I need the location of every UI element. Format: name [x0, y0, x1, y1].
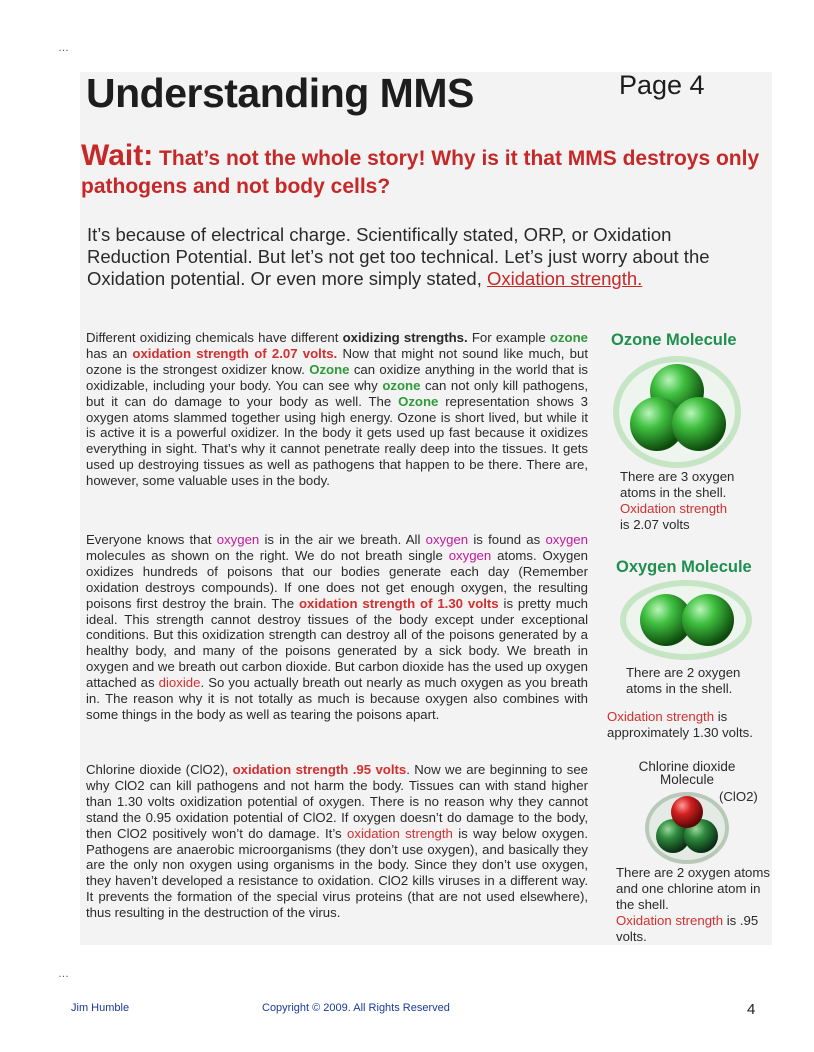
wait-lead: Wait:	[81, 139, 154, 172]
wait-heading	[81, 139, 771, 201]
oxygen-molecule-title: Oxygen Molecule	[616, 558, 752, 576]
clo2-formula: (ClO2)	[719, 789, 758, 804]
p1-text: can not only kill pathogens, but it can do damage to your body as well. The	[86, 377, 588, 409]
intro-text: It’s because of electrical charge. Scientifically stated, ORP, or Oxidation Reduction Potential. But let’s not get too technical. Let’s just worry about the Oxidation potential. Or even more simply stated,	[87, 224, 710, 289]
ozone-caption-red: Oxidation strength	[620, 501, 728, 516]
intro-link: Oxidation strength.	[487, 268, 643, 289]
p2-text: molecules as shown on the right. We do not breath single	[86, 547, 449, 563]
p2-text: is found as	[468, 532, 546, 547]
p1-text: representation shows 3 oxygen atoms slammed together using high energy. Ozone is short lived, but while it is active it is a powerful oxidizer. In the body it gets used up fast because it oxidizes everything in sight. That’s why it cannot penetrate really deep into the tissues. It gets used up destroying tissues as well as pathogens that happen to be there. There are, however, some valuable uses in the body.	[86, 393, 588, 489]
p2-text: Everyone knows that	[86, 532, 217, 547]
p3-text: . Now we are beginning to see why ClO2 can kill pathogens and not harm the body. Tissues can with stand higher than 1.30 volts oxidization potential of oxygen. There is no reason why they cannot stand the 0.95 oxidation potential of ClO2. If oxygen doesn’t do damage to the body, then ClO2 positively won’t do damage. It’s	[86, 762, 589, 841]
p2-oxygen-term: oxygen	[425, 532, 469, 547]
p3-text: is way below oxygen. Pathogens are anaerobic microorganisms (they don’t use oxygen), and basically they are the only non oxygen using organisms in the body. Since they don’t use oxygen, they haven’t developed a resistance to oxidation. ClO2 kills viruses in a different way. It prevents the formation of the special virus proteins (that are not used elsewhere), thus resulting in the destruction of the virus.	[86, 825, 588, 921]
p2-oxygen-term: oxygen	[216, 532, 260, 547]
p1-text: Different oxidizing chemicals have different	[86, 330, 343, 345]
footer-page-number: 4	[747, 1001, 756, 1018]
p2-text: is in the air we breath. All	[259, 532, 426, 547]
ellipsis-top: …	[58, 42, 70, 54]
p2-oxygen-term: oxygen	[545, 532, 588, 547]
clo2-molecule-icon	[643, 788, 731, 864]
oxygen-molecule-icon	[619, 580, 755, 660]
footer-author: Jim Humble	[71, 1002, 130, 1014]
p2-oxygen-term: oxygen	[448, 547, 492, 563]
page-label: Page 4	[619, 70, 705, 100]
ozone-caption-value: is 2.07 volts	[620, 517, 690, 532]
oxygen-caption: There are 2 oxygen atoms in the shell.	[626, 665, 741, 696]
p1-text: can oxidize anything in the world that is oxidizable, including your body. You can see why	[86, 361, 588, 393]
ellipsis-bottom: …	[58, 968, 70, 980]
page-title: Understanding MMS	[86, 70, 474, 116]
clo2-caption-text: There are 2 oxygen atoms and one chlorine atom in the shell.	[616, 865, 770, 912]
p1-bold: oxidizing strengths.	[342, 330, 468, 345]
intro-paragraph	[87, 224, 747, 290]
ozone-molecule-icon	[612, 356, 742, 468]
p3-text: Chlorine dioxide (ClO2),	[86, 762, 233, 777]
p2-red-term: dioxide	[158, 675, 201, 691]
p1-text: Now that might not sound like much, but ozone is the strongest oxidizer know.	[86, 345, 588, 377]
p1-ozone-term: Ozone	[309, 361, 350, 377]
clo2-caption-value: is .95 volts.	[616, 913, 759, 944]
oxygen-caption-value: is approximately 1.30 volts.	[607, 709, 753, 740]
paragraph-ozone	[86, 330, 588, 489]
ozone-caption	[620, 469, 770, 533]
p2-text: atoms. Oxygen oxidizes hundreds of poisons that our bodies generate each day (Remember oxidation destroys compounds). If one does not get enough oxygen, the resulting poisons first destroy the brain. The	[86, 547, 588, 611]
p1-text: For example	[467, 330, 550, 345]
p1-text: has an	[86, 345, 133, 361]
p3-red-term: oxidation strength	[347, 825, 453, 841]
oxygen-caption-red: Oxidation strength	[607, 709, 715, 724]
clo2-caption	[616, 865, 776, 945]
p2-text: . So you actually breath out nearly as much oxygen as you breath in. The reason why it is not totally as much is because oxygen also combines with some things in the body as well as tearing the poisons apart.	[86, 675, 588, 722]
p1-red-term: oxidation strength of 2.07 volts.	[132, 345, 338, 361]
p1-ozone-term: ozone	[382, 377, 421, 393]
paragraph-oxygen	[86, 532, 588, 723]
p1-ozone-term: Ozone	[398, 393, 439, 409]
ozone-caption-text: There are 3 oxygen atoms in the shell.	[620, 469, 735, 500]
p2-text: is pretty much ideal. This strength cannot destroy tissues of the body except under exceptional conditions. But this oxidization strength can destroy all of the poisons generated by a healthy body, and many of the poisons generated by a sick body. We breath in oxygen and we breath out carbon dioxide. But carbon dioxide has the used up oxygen attached as	[86, 595, 588, 691]
p3-red-term: oxidation strength .95 volts	[232, 762, 407, 777]
clo2-molecule-title: Chlorine dioxide Molecule	[638, 759, 736, 787]
footer-copyright: Copyright © 2009. All Rights Reserved	[262, 1002, 450, 1014]
ozone-molecule-title: Ozone Molecule	[611, 331, 737, 349]
oxygen-caption-strength	[607, 709, 777, 741]
clo2-caption-red: Oxidation strength	[616, 913, 724, 928]
p2-red-term: oxidation strength of 1.30 volts	[298, 595, 499, 611]
p1-ozone-term: ozone	[549, 330, 588, 345]
wait-text: That’s not the whole story! Why is it that MMS destroys only pathogens and not body cells?	[81, 147, 760, 198]
paragraph-clo2	[86, 762, 588, 921]
